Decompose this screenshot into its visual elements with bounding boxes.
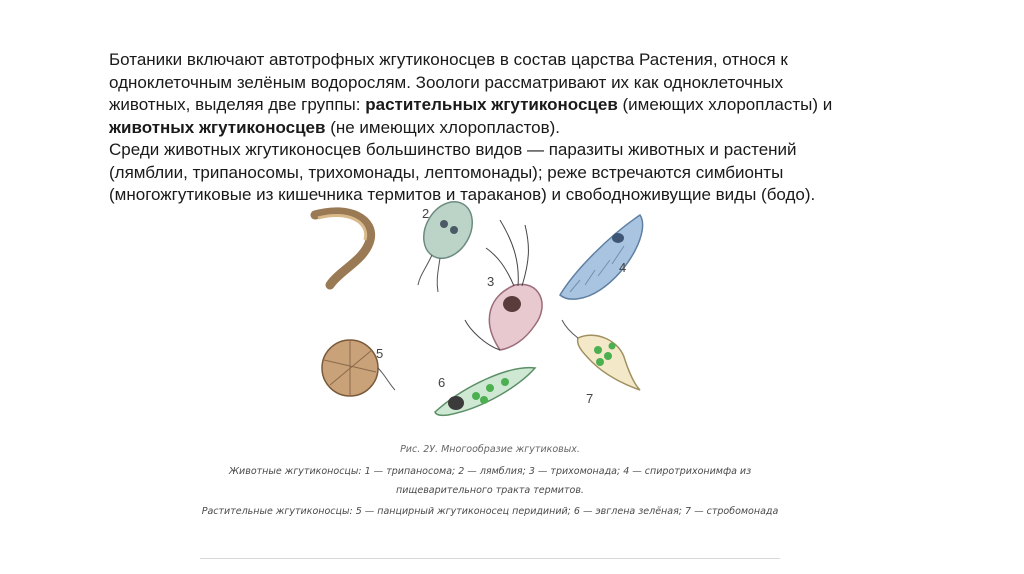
divider-line [200,558,780,559]
figure-number-5: 5 [376,346,384,361]
figure-caption-title: Рис. 2У. Многообразие жгутиковых. [400,444,580,455]
figure-number-4: 4 [619,260,627,275]
trypanosoma-illustration [315,212,371,285]
trichomonas-illustration [465,220,542,350]
flagellates-illustration [200,200,780,440]
spirotrichonympha-illustration [560,215,643,299]
figure-number-2: 2 [422,206,430,221]
text-run: (имеющих хлоропласты) и [617,95,833,114]
paragraph-parasites: Среди животных жгутиконосцев большинство видов — паразиты животных и растений (лямблии, трипаносомы, трихомонады, лептомонады); реже встречаются симбионты (многожгутиковые из кишечника термитов и тараканов) и свободноживущие виды (бодо). [109,140,816,204]
paragraph-groups [109,49,869,139]
figure-caption-plant: Растительные жгутиконосцы: 5 — панцирный жгутиконосец перидиний; 6 — эвглена зелёная; 7 — стробомонада [201,506,779,517]
text-run: (не имеющих хлоропластов). [325,117,561,137]
flagellates-figure [200,200,780,565]
bold-term-plant-flagellates: растительных жгутиконосцев [365,95,618,114]
figure-number-3: 3 [487,274,495,289]
peridinium-illustration [322,340,395,396]
strobomonas-illustration [562,320,640,390]
figure-caption-animal: Животные жгутиконосцы: 1 — трипаносома; 2 — лямблия; 3 — трихомонада; 4 — спиротрихонимфа из пищеварительного тракта термитов. [228,466,752,496]
text-run: Ботаники включают автотрофных жгутиконосцев в состав царства Растения, относя к одноклеточным зелёным водорослям. Зоологи рассматривают их как одноклеточных животных, выделяя две группы: [109,50,788,114]
figure-number-6: 6 [438,375,446,390]
slide-text [109,49,869,207]
bold-term-animal-flagellates: животных жгутиконосцев [109,117,326,137]
euglena-illustration [435,368,535,416]
figure-number-7: 7 [586,391,594,406]
